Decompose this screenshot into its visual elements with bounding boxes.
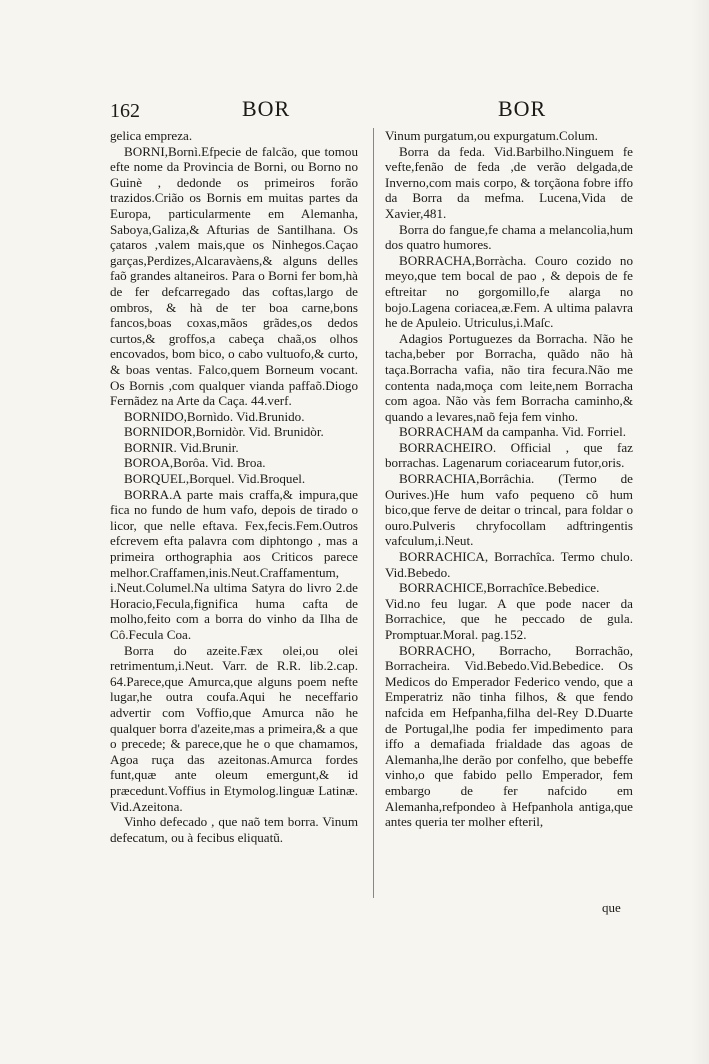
entry-line: Vinum purgatum,ou expurgatum.Colum. bbox=[385, 128, 598, 143]
entry-borra: BORRA.A parte mais craffa,& impura,que fica no fundo de hum vafo, depois de tirado o licor, que nelle eftava. Fex,fecis.Fem.Outros efcrevem efta palavra com diphtongo , mas a primeira orthographia aos Criticos parece melhor.Craffamen,inis.Neut.Craffamentum, i.Neut.Columel.Na ultima Satyra do livro 2.de Horacio,Fecula,fignifica huma cafta de molho,feito com a borra do vinho da Ilha de Cô.Fecula Coa. bbox=[110, 486, 358, 642]
running-head-left: BOR bbox=[242, 96, 291, 121]
entry-bornido: BORNIDO,Bornìdo. Vid.Brunido. bbox=[124, 408, 305, 424]
running-head-right: BOR bbox=[498, 96, 547, 121]
entry-borra-sangue: Borra do fangue,fe chama a melancolia,hum dos quatro humores. bbox=[385, 221, 633, 253]
entry-borni: BORNI,Bornì.Efpecie de falcão, que tomou efte nome da Provincia de Borni, ou Borno no Guinè , dedonde os primeiros forão trazidos.Crião os Bornis em muitas partes da Europa, particularmente em Alemanha, Saboya,Galiza,& Afturias de Santilhana. Os çataros ,valem mais,que os Ninhegos.Caçao garças,Perdizes,Alcaravàens,& alguns delles faõ grandes altaneiros. Para o Borni fer bom,hà de fer defcarregado das coftas,largo de ombros, & hà de ter boa carne,bons fancos,boas coxas,mãos grãdes,os dedos curtos,& groffos,a cabeça chaã,os olhos encovados, bom bico, o cabo vultuofo,& curto, & boas ventas. Falco,quem Borneum vocant. Os Bornis ,com qualquer vianda paffaõ.Diogo Fernãdez na Arte da Caça. 44.verf. bbox=[110, 143, 358, 409]
entry-borra-azeite: Borra do azeite.Fæx olei,ou olei retrimentum,i.Neut. Varr. de R.R. lib.2.cap. 64.Parece,que Amurca,que alguns poem nefte lugar,he outra coufa.Aqui he neceffario advertir com Voffio,que Amurca não he qualquer borra d'azeite,mas a primeira,& a que o precede; & parece,que he o que chamamos, Agoa ruça das azeitonas.Amurca fordes funt,quæ ante oleum emergunt,& id præcedunt.Voffius in Etymolog.linguæ Latinæ. Vid.Azeitona. bbox=[110, 642, 358, 814]
entry-borra-seda: Borra da feda. Vid.Barbilho.Ninguem fe vefte,fenão de feda ,de verão delgada,de Inverno,com mais corpo, & torçãona fobre iffo da Borra da mefma. Lucena,Vida de Xavier,481. bbox=[385, 143, 633, 221]
entry-borquel: BORQUEL,Borquel. Vid.Broquel. bbox=[124, 471, 306, 487]
page-number: 162 bbox=[110, 100, 140, 122]
entry-borracheiro: BORRACHEIRO. Official , que faz borrachas. Lagenarum coriacearum futor,oris. bbox=[385, 439, 633, 471]
entry-adagios: Adagios Portuguezes da Borracha. Não he tacha,beber por Borracha, quãdo não hà taça.Borracha vafia, não tira fecura.Não me contenta nada,moça com leite,nem Borracha com agoa. Não vàs fem Borracha caminho,& quando a levares,naõ feja fem vinho. bbox=[385, 330, 633, 424]
running-header bbox=[110, 96, 630, 126]
entry-borracham: BORRACHAM da campanha. Vid. Forriel. bbox=[399, 424, 626, 440]
entry-boroa: BOROA,Borôa. Vid. Broa. bbox=[124, 455, 266, 471]
entry-borrachia: BORRACHIA,Borrâchia. (Termo de Ourives.)He hum vafo pequeno cõ hum bico,que ferve de deitar o trincal, para foldar o ouro.Pulveris chryfocollam adftringentis vafculum,i.Neut. bbox=[385, 471, 633, 549]
entry-bornidor: BORNIDOR,Bornidòr. Vid. Brunidòr. bbox=[124, 424, 324, 440]
page-edge-shade bbox=[691, 0, 709, 1064]
column-divider bbox=[373, 128, 374, 898]
catchword: que bbox=[602, 900, 621, 915]
entry-borrachice: BORRACHICE,Borrachîce.Bebedice. Vid.no feu lugar. A que pode nacer da Borrachice, que he peccado de gula. Promptuar.Moral. pag.152. bbox=[385, 580, 633, 642]
entry-vinho-defecado: Vinho defecado , que naõ tem borra. Vinum defecatum, ou à fecibus eliquatũ. bbox=[110, 814, 358, 845]
left-column bbox=[110, 128, 358, 845]
entry-borracha: BORRACHA,Borràcha. Couro cozido no meyo,que tem bocal de pao , & depois de fe eftreitar no gorgomillo,fe alarga no bojo.Lagena coriacea,æ.Fem. A ultima palavra he de Apuleio. Utriculus,i.Maſc. bbox=[385, 252, 633, 331]
right-column bbox=[385, 128, 633, 830]
entry-borracho: BORRACHO, Borracho, Borrachão, Borracheira. Vid.Bebedo.Vid.Bebedice. Os Medicos do Emperador Federico vendo, que a Emperatriz não tinha filhos, & que fendo nafcida em Hefpanha,filha del-Rey D.Duarte de Portugal,lhe podia fer impedimento para iffo a demafiada frialdade das agoas de Alemanha,lhe derão por confelho, que bebeffe vinho,o que fabido pello Emperador, fem embargo de fer nafcido em Alemanha,refpondeo à Hefpanhola antiga,que antes queria ter molher efteril, bbox=[385, 642, 633, 830]
entry-line: gelica empreza. bbox=[110, 128, 193, 143]
entry-borrachica: BORRACHICA, Borrachîca. Termo chulo. Vid.Bebedo. bbox=[385, 549, 633, 580]
entry-bornir: BORNIR. Vid.Brunir. bbox=[124, 439, 239, 455]
